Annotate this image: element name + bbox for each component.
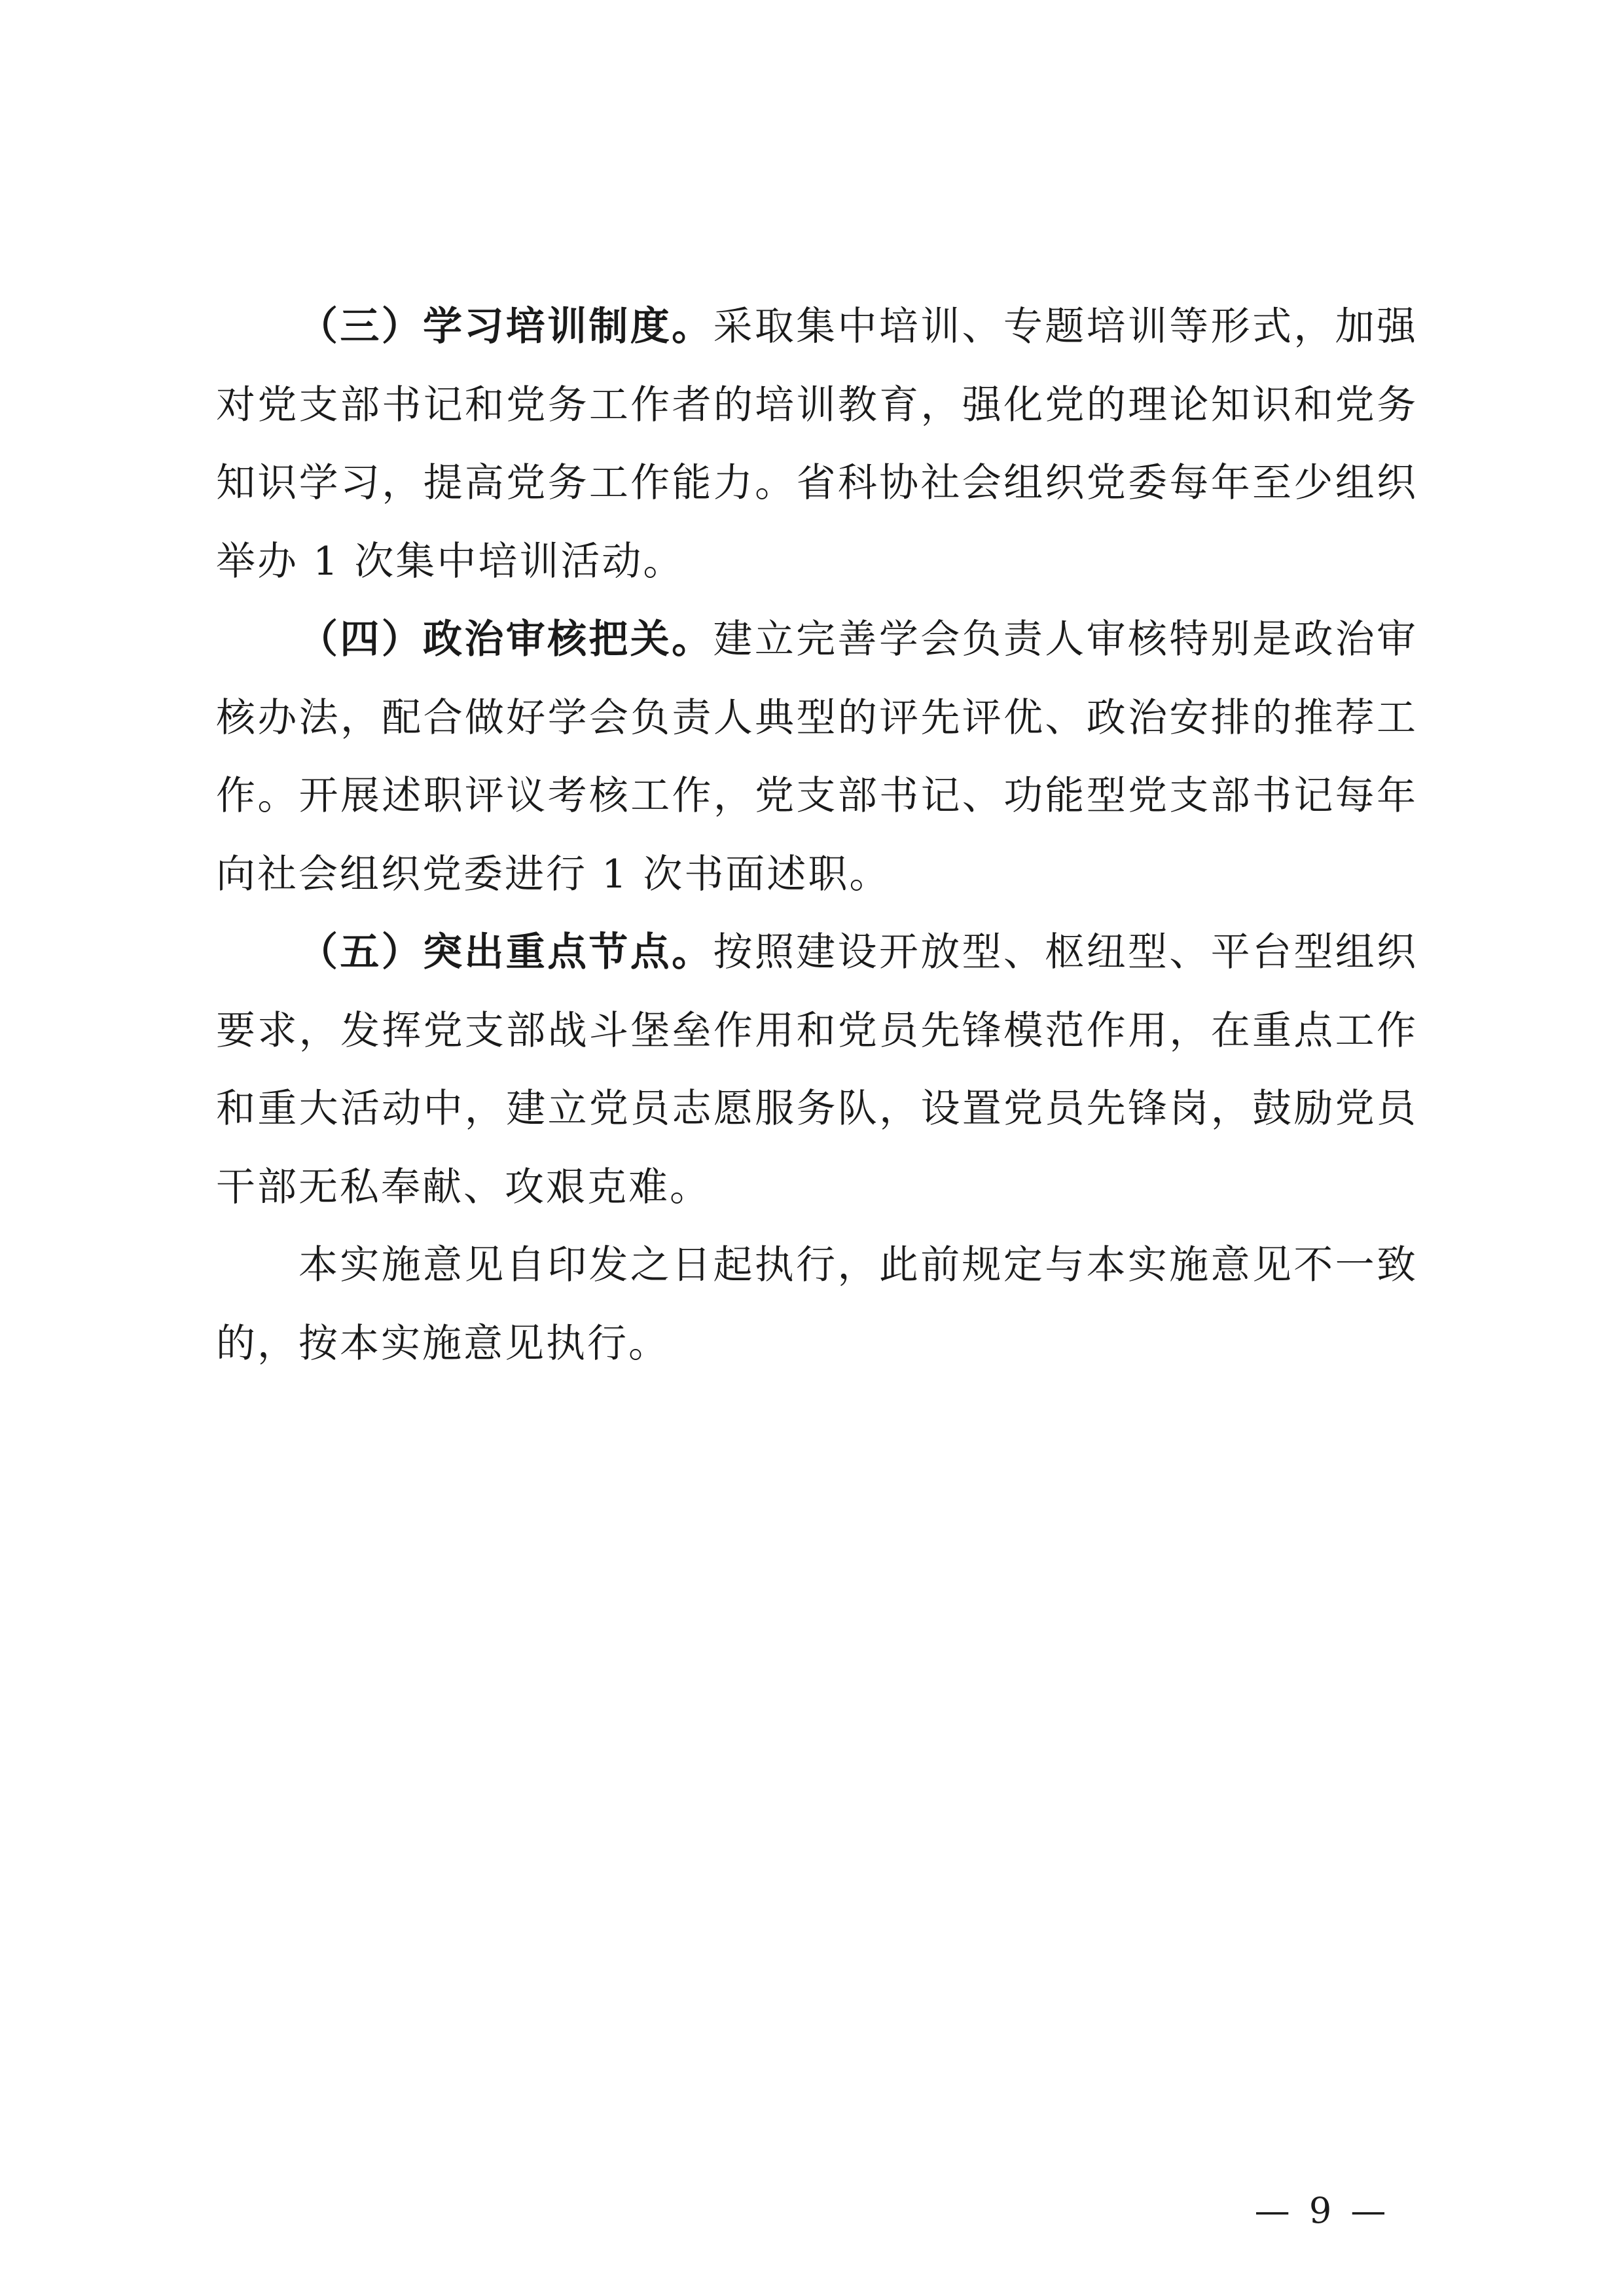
paragraph-heading: （四）政治审核把关。 bbox=[298, 617, 713, 662]
paragraph-text: 按照建设开放型、枢纽型、平台型组织要求，发挥党支部战斗堡垒作用和党员先锋模范作用，在重点工作和重大活动中，建立党员志愿服务队，设置党员先锋岗，鼓励党员干部无私奉献、攻艰克难。 bbox=[216, 929, 1418, 1210]
paragraph-key-points bbox=[216, 914, 1418, 1227]
page-number: — 9 — bbox=[1254, 2190, 1390, 2231]
paragraph-effective-date bbox=[216, 1227, 1418, 1383]
document-body bbox=[216, 288, 1418, 1383]
paragraph-text: 采取集中培训、专题培训等形式，加强对党支部书记和党务工作者的培训教育，强化党的理论知识和党务知识学习，提高党务工作能力。省科协社会组织党委每年至少组织举办 1 次集中培训活动。 bbox=[216, 304, 1418, 584]
paragraph-text: 本实施意见自印发之日起执行，此前规定与本实施意见不一致的，按本实施意见执行。 bbox=[216, 1242, 1418, 1367]
paragraph-heading: （五）突出重点节点。 bbox=[298, 929, 713, 975]
paragraph-text: 建立完善学会负责人审核特别是政治审核办法，配合做好学会负责人典型的评先评优、政治安排的推荐工作。开展述职评议考核工作，党支部书记、功能型党支部书记每年向社会组织党委进行 1 次书面述职。 bbox=[216, 617, 1418, 897]
paragraph-training-system bbox=[216, 288, 1418, 601]
paragraph-political-review bbox=[216, 601, 1418, 914]
paragraph-heading: （三）学习培训制度。 bbox=[298, 304, 713, 350]
